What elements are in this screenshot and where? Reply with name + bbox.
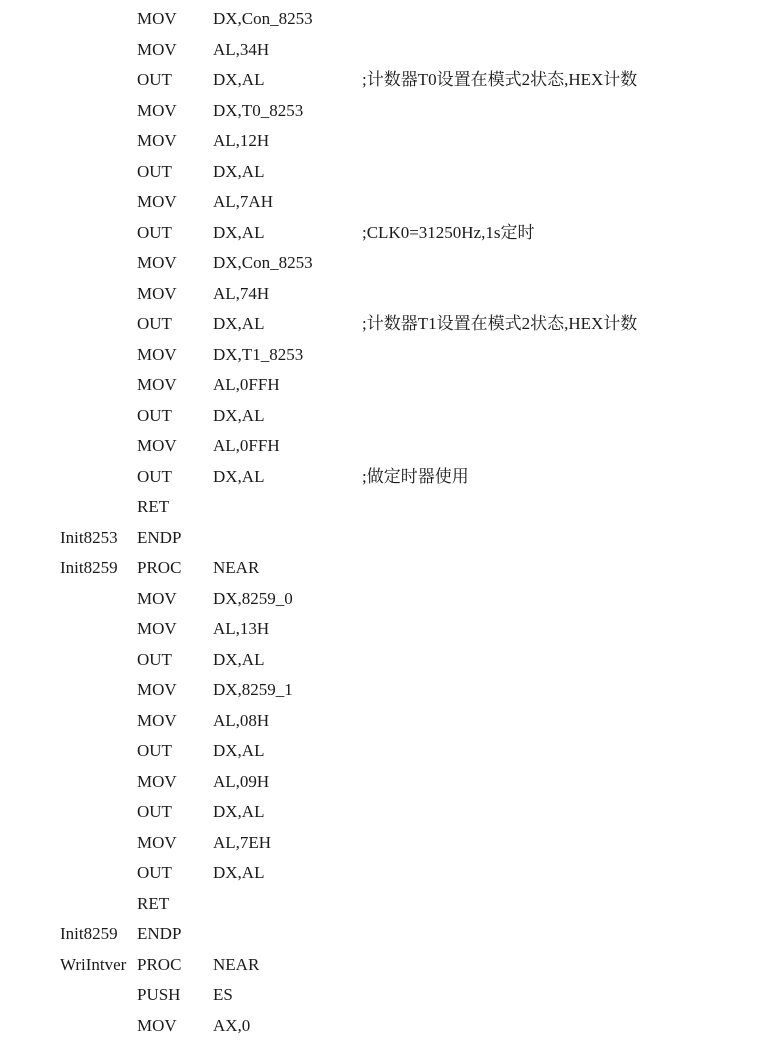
line-opcode: MOV [137, 436, 177, 455]
line-opcode: PROC [137, 558, 182, 577]
code-line [0, 1011, 770, 1042]
line-operand: DX,AL [213, 466, 265, 486]
line-operand: AL,09H [213, 771, 270, 791]
line-opcode: MOV [137, 283, 177, 303]
code-line [0, 431, 770, 462]
line-operand: DX,AL [213, 161, 265, 181]
code-line [0, 462, 770, 493]
line-comment: ;计数器T1设置在模式2状态,HEX计数 [362, 314, 638, 333]
code-line [0, 4, 770, 35]
line-comment: ;做定时器使用 [362, 466, 469, 486]
line-operand: DX,AL [213, 222, 265, 242]
line-opcode: MOV [137, 9, 177, 28]
line-comment: ;计数器T0设置在模式2状态,HEX计数 [362, 70, 638, 89]
line-operand: AL,34H [213, 39, 270, 59]
line-operand: DX,AL [213, 649, 265, 669]
line-operand: DX,T1_8253 [213, 344, 304, 364]
code-line [0, 370, 770, 401]
line-operand: DX,AL [213, 802, 265, 821]
line-operand: AL,13H [213, 619, 270, 638]
line-operand: ES [213, 985, 233, 1004]
line-opcode: RET [137, 893, 170, 913]
code-line [0, 218, 770, 249]
line-opcode: MOV [137, 192, 177, 211]
line-operand: DX,AL [213, 741, 265, 760]
line-operand: AL,08H [213, 710, 270, 730]
line-operand: DX,8259_1 [213, 680, 293, 699]
code-line [0, 279, 770, 310]
code-line [0, 126, 770, 157]
line-opcode: MOV [137, 680, 177, 699]
code-line [0, 401, 770, 432]
line-opcode: MOV [137, 710, 177, 730]
code-line [0, 35, 770, 66]
line-operand: AL,0FFH [213, 375, 280, 394]
code-line [0, 858, 770, 889]
line-label: Init8253 [60, 527, 118, 547]
line-operand: DX,AL [213, 70, 265, 89]
line-operand: NEAR [213, 954, 260, 974]
line-opcode: OUT [137, 649, 172, 669]
code-line [0, 248, 770, 279]
line-operand: DX,Con_8253 [213, 9, 313, 28]
line-opcode: OUT [137, 70, 172, 89]
line-opcode: MOV [137, 344, 177, 364]
code-line [0, 584, 770, 615]
line-opcode: ENDP [137, 924, 182, 943]
code-line [0, 553, 770, 584]
code-line [0, 96, 770, 127]
line-opcode: RET [137, 497, 170, 516]
line-operand: AL,74H [213, 283, 270, 303]
line-operand: NEAR [213, 558, 260, 577]
line-operand: DX,AL [213, 863, 265, 882]
code-line [0, 828, 770, 859]
code-line [0, 675, 770, 706]
code-line [0, 65, 770, 96]
code-line [0, 919, 770, 950]
line-operand: DX,T0_8253 [213, 100, 304, 120]
line-operand: AL,7EH [213, 832, 272, 852]
code-line [0, 309, 770, 340]
line-opcode: MOV [137, 131, 177, 150]
code-line [0, 889, 770, 920]
line-opcode: MOV [137, 832, 177, 852]
code-line [0, 980, 770, 1011]
code-line [0, 523, 770, 554]
code-line [0, 645, 770, 676]
line-opcode: MOV [137, 1015, 177, 1035]
line-operand: AL,12H [213, 131, 270, 150]
line-operand: AL,0FFH [213, 436, 280, 455]
line-opcode: OUT [137, 314, 172, 333]
code-line [0, 187, 770, 218]
line-opcode: OUT [137, 741, 172, 760]
code-line [0, 614, 770, 645]
line-opcode: MOV [137, 771, 177, 791]
code-line [0, 492, 770, 523]
line-opcode: MOV [137, 253, 177, 272]
line-label: Init8259 [60, 558, 118, 577]
line-opcode: PROC [137, 954, 182, 974]
code-line [0, 340, 770, 371]
line-opcode: OUT [137, 405, 172, 425]
line-operand: AX,0 [213, 1015, 251, 1035]
line-opcode: OUT [137, 161, 172, 181]
line-operand: DX,AL [213, 405, 265, 425]
line-operand: DX,Con_8253 [213, 253, 313, 272]
line-operand: AL,7AH [213, 192, 273, 211]
line-opcode: MOV [137, 588, 177, 608]
line-opcode: MOV [137, 619, 177, 638]
line-opcode: OUT [137, 222, 172, 242]
line-opcode: PUSH [137, 985, 181, 1004]
line-opcode: MOV [137, 100, 177, 120]
code-line [0, 950, 770, 981]
line-opcode: OUT [137, 802, 172, 821]
line-comment: ;CLK0=31250Hz,1s定时 [362, 222, 535, 242]
code-line [0, 706, 770, 737]
line-opcode: MOV [137, 39, 177, 59]
line-opcode: OUT [137, 466, 172, 486]
line-opcode: ENDP [137, 527, 182, 547]
code-line [0, 797, 770, 828]
code-line [0, 736, 770, 767]
line-operand: DX,8259_0 [213, 588, 293, 608]
line-label: WriIntver [60, 954, 127, 974]
code-line [0, 767, 770, 798]
line-label: Init8259 [60, 924, 118, 943]
line-operand: DX,AL [213, 314, 265, 333]
line-opcode: OUT [137, 863, 172, 882]
code-line [0, 157, 770, 188]
line-opcode: MOV [137, 375, 177, 394]
